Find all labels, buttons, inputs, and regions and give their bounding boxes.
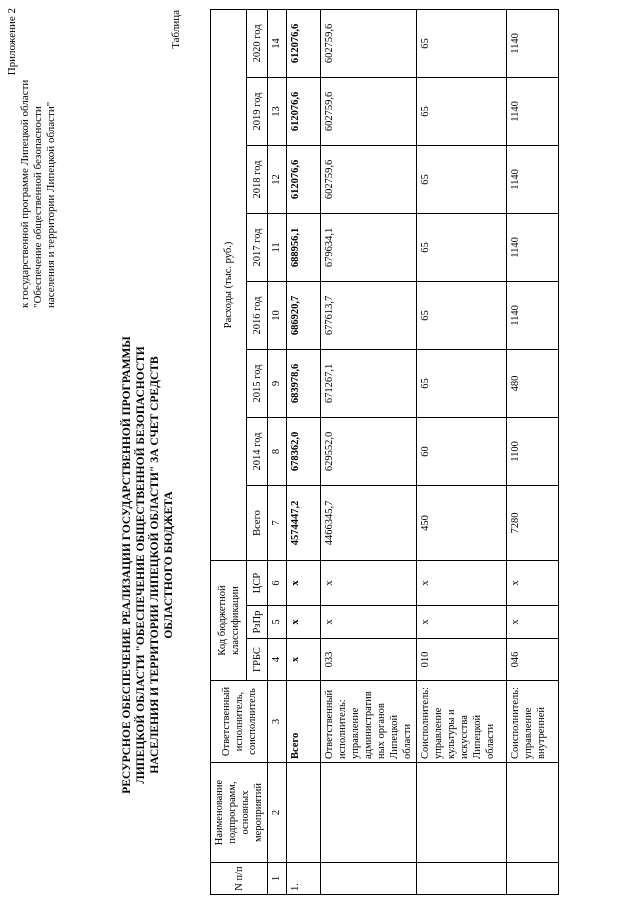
title-line: ЛИПЕЦКОЙ ОБЛАСТИ "ОБЕСПЕЧЕНИЕ ОБЩЕСТВЕННОЙ БЕЗОПАСНОСТИ [135, 346, 147, 784]
row-total: 4574447,2 [287, 485, 321, 560]
row-year-value: 480 [507, 349, 559, 417]
row-num [417, 863, 507, 895]
row-year-value: 677613,7 [321, 281, 417, 349]
row-year-value: 612076,6 [287, 9, 321, 77]
row-year-value: 602759,6 [321, 9, 417, 77]
col-number: 3 [268, 681, 287, 763]
row-executor: Ответственный исполнитель: управление административ ных органов Липецкой области [321, 681, 417, 763]
row-executor: Соисполнитель: управление внутренней [507, 681, 559, 763]
row-total: 450 [417, 485, 507, 560]
row-year-value: 612076,6 [287, 77, 321, 145]
row-year-value: 1140 [507, 213, 559, 281]
col-number: 6 [268, 560, 287, 605]
header-year: 2018 год [247, 145, 268, 213]
col-number: 4 [268, 639, 287, 681]
appendix-line: "Обеспечение общественной безопасности [32, 106, 44, 308]
table-label: Таблица [170, 10, 182, 49]
row-year-value: 65 [417, 281, 507, 349]
header-num: N п/п [211, 863, 268, 895]
row-grbs: 033 [321, 639, 417, 681]
header-grbs: ГРБС [247, 639, 268, 681]
col-number: 14 [268, 9, 287, 77]
table-row [321, 9, 417, 894]
title-line: НАСЕЛЕНИЯ И ТЕРРИТОРИИ ЛИПЕЦКОЙ ОБЛАСТИ" ЗА СЧЕТ СРЕДСТВ [149, 356, 161, 774]
table-body [287, 9, 559, 894]
row-year-value: 65 [417, 77, 507, 145]
row-total: 7280 [507, 485, 559, 560]
row-num [507, 863, 559, 895]
document-title [120, 285, 176, 845]
row-year-value: 602759,6 [321, 145, 417, 213]
appendix-line: к государственной программе Липецкой области [19, 79, 31, 308]
row-name [417, 763, 507, 863]
table-row [417, 9, 507, 894]
row-year-value: 671267,1 [321, 349, 417, 417]
row-num: 1. [287, 863, 321, 895]
row-year-value: 1140 [507, 145, 559, 213]
row-year-value: 602759,6 [321, 77, 417, 145]
col-number: 1 [268, 863, 287, 895]
row-rzpr: х [321, 606, 417, 639]
row-csr: х [287, 560, 321, 605]
col-number: 12 [268, 145, 287, 213]
col-number: 13 [268, 77, 287, 145]
row-year-value: 686920,7 [287, 281, 321, 349]
row-grbs: 046 [507, 639, 559, 681]
header-exec: Ответственный исполнитель, соисполнитель [211, 681, 268, 763]
appendix-note [6, 8, 58, 308]
row-rzpr: х [507, 606, 559, 639]
resource-table [210, 9, 559, 895]
row-csr: х [507, 560, 559, 605]
row-year-value: 60 [417, 417, 507, 485]
col-number: 10 [268, 281, 287, 349]
row-year-value: 683978,6 [287, 349, 321, 417]
row-year-value: 65 [417, 349, 507, 417]
row-rzpr: х [287, 606, 321, 639]
row-year-value: 65 [417, 213, 507, 281]
col-number: 8 [268, 417, 287, 485]
row-year-value: 612076,6 [287, 145, 321, 213]
row-total: 4466345,7 [321, 485, 417, 560]
col-number: 7 [268, 485, 287, 560]
header-year: 2015 год [247, 349, 268, 417]
col-number: 9 [268, 349, 287, 417]
row-year-value: 65 [417, 145, 507, 213]
title-line: ОБЛАСТНОГО БЮДЖЕТА [163, 491, 175, 639]
appendix-line: Приложение 2 [6, 8, 18, 76]
col-number: 11 [268, 213, 287, 281]
row-csr: х [321, 560, 417, 605]
row-name [507, 763, 559, 863]
header-year: 2014 год [247, 417, 268, 485]
row-year-value: 1140 [507, 9, 559, 77]
header-year: 2017 год [247, 213, 268, 281]
appendix-line: населения и территории Липецкой области" [45, 101, 57, 308]
row-year-value: 688956,1 [287, 213, 321, 281]
header-csr: ЦСР [247, 560, 268, 605]
row-year-value: 678362,0 [287, 417, 321, 485]
row-year-value: 65 [417, 9, 507, 77]
row-csr: х [417, 560, 507, 605]
row-name [321, 763, 417, 863]
row-grbs: х [287, 639, 321, 681]
row-year-value: 679634,1 [321, 213, 417, 281]
row-year-value: 629552,0 [321, 417, 417, 485]
row-executor: Соисполнитель: управление культуры и искусства Липецкой области [417, 681, 507, 763]
header-total: Всего [247, 485, 268, 560]
header-year: 2019 год [247, 77, 268, 145]
table-row [507, 9, 559, 894]
row-year-value: 1140 [507, 77, 559, 145]
row-num [321, 863, 417, 895]
table-row [287, 9, 321, 894]
row-year-value: 1140 [507, 281, 559, 349]
col-number: 2 [268, 763, 287, 863]
header-expenses-group: Расходы (тыс. руб.) [211, 9, 247, 560]
col-number: 5 [268, 606, 287, 639]
column-numbers-row [268, 9, 287, 894]
title-line: РЕСУРСНОЕ ОБЕСПЕЧЕНИЕ РЕАЛИЗАЦИИ ГОСУДАРСТВЕННОЙ ПРОГРАММЫ [121, 336, 133, 794]
row-executor: Всего [287, 681, 321, 763]
header-rzpr: РзПр [247, 606, 268, 639]
row-name [287, 763, 321, 863]
header-year: 2016 год [247, 281, 268, 349]
header-year: 2020 год [247, 9, 268, 77]
header-name: Наименование подпрограмм, основных мероприятий [211, 763, 268, 863]
row-rzpr: х [417, 606, 507, 639]
row-grbs: 010 [417, 639, 507, 681]
header-code-group: Код бюджетной классификации [211, 560, 247, 680]
row-year-value: 1100 [507, 417, 559, 485]
